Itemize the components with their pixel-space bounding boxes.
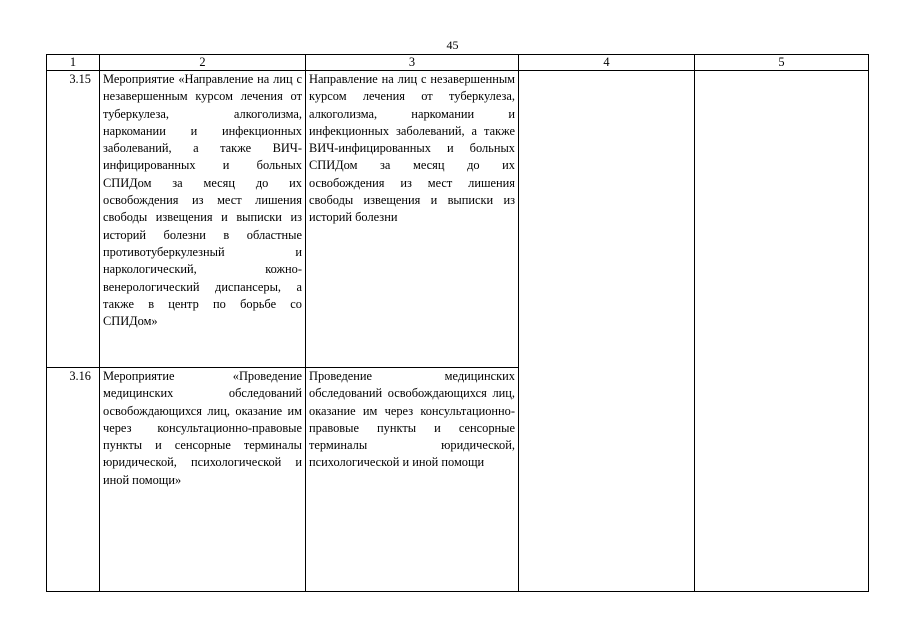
column-5-cell xyxy=(695,71,869,592)
event-name-cell: Мероприятие «Проведение медицинских обследований освобождающихся лиц, оказание им через консультационно-правовые пункты и сенсорные терминалы юридической, психологической и иной помощи» xyxy=(100,368,306,592)
event-name-cell: Мероприятие «Направление на лиц с незавершенным курсом лечения от туберкулеза, алкоголизма, наркомании и инфекционных заболеваний, а также ВИЧ-инфицированных и больных СПИДом за месяц до их освобождения из мест лишения свободы извещения и выписки из историй болезни в областные противотуберкулезный и наркологический, кожно-венерологический диспансеры, а также в центр по борьбе со СПИДом» xyxy=(100,71,306,368)
document-table xyxy=(46,54,869,592)
table-header-row xyxy=(47,55,869,71)
event-description-cell: Направление на лиц с незавершенным курсом лечения от туберкулеза, алкоголизма, наркомании и инфекционных заболеваний, а также ВИЧ-инфицированных и больных СПИДом за месяц до их освобождения из мест лишения свободы извещения и выписки из историй болезни xyxy=(306,71,519,368)
column-header-5: 5 xyxy=(695,55,869,71)
page-number: 45 xyxy=(446,38,459,52)
column-header-1: 1 xyxy=(47,55,100,71)
column-header-4: 4 xyxy=(519,55,695,71)
event-description-cell: Проведение медицинских обследований освобождающихся лиц, оказание им через консультационно-правовые пункты и сенсорные терминалы юридической, психологической и иной помощи xyxy=(306,368,519,592)
row-number: 3.16 xyxy=(47,368,100,592)
column-header-3: 3 xyxy=(306,55,519,71)
column-header-2: 2 xyxy=(100,55,306,71)
table-row xyxy=(47,71,869,368)
column-4-cell xyxy=(519,71,695,592)
row-number: 3.15 xyxy=(47,71,100,368)
